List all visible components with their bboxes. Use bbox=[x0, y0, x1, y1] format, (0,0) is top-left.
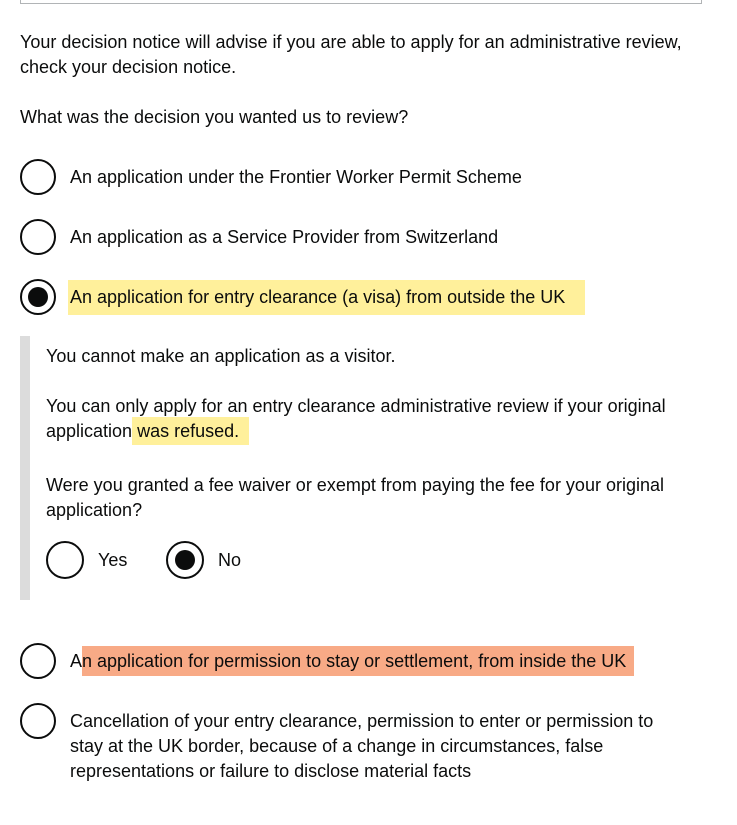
conditional-inset-border bbox=[20, 336, 30, 600]
refused-highlight: was refused. bbox=[132, 417, 249, 445]
option-label: An application under the Frontier Worker Permit Scheme bbox=[70, 166, 522, 187]
fee-option-label: Yes bbox=[98, 549, 128, 570]
previous-field-box bbox=[20, 0, 702, 4]
radio-button-selected[interactable] bbox=[20, 279, 56, 315]
option-label: An application as a Service Provider from Switzerland bbox=[70, 226, 499, 247]
label-suffix: K bbox=[614, 646, 634, 676]
radio-button[interactable] bbox=[20, 703, 56, 739]
question-text: What was the decision you wanted us to review? bbox=[20, 107, 409, 127]
fee-option-label: No bbox=[218, 549, 242, 570]
option-entry-clearance[interactable] bbox=[20, 279, 585, 315]
refused-text bbox=[46, 394, 696, 444]
intro-text: Your decision notice will advise if you are able to apply for an administrative review, check your decision notice. bbox=[20, 32, 682, 77]
option-label: Cancellation of your entry clearance, permission to enter or permission to stay at the UK border, because of a change in circumstances, false representations or failure to disclose material facts bbox=[70, 711, 654, 781]
option-frontier-worker[interactable] bbox=[20, 159, 522, 195]
label-prefix: A bbox=[70, 650, 83, 671]
refused-prefix: You can only apply for an entry clearance administrative review if your original application bbox=[46, 396, 666, 441]
option-label-highlighted bbox=[70, 649, 634, 674]
visitor-text: You cannot make an application as a visitor. bbox=[46, 346, 396, 366]
label-highlight: n application for permission to stay or settlement, from inside the U bbox=[82, 646, 614, 676]
fee-option-no[interactable] bbox=[166, 541, 241, 579]
option-service-provider[interactable] bbox=[20, 219, 498, 255]
option-label-highlighted: An application for entry clearance (a visa) from outside the UK bbox=[68, 280, 585, 315]
option-permission-to-stay[interactable] bbox=[20, 643, 634, 679]
radio-button-selected[interactable] bbox=[166, 541, 204, 579]
option-cancellation[interactable] bbox=[20, 703, 680, 784]
radio-button[interactable] bbox=[46, 541, 84, 579]
radio-button[interactable] bbox=[20, 219, 56, 255]
radio-button[interactable] bbox=[20, 643, 56, 679]
fee-question: Were you granted a fee waiver or exempt from paying the fee for your original application? bbox=[46, 475, 664, 520]
radio-button[interactable] bbox=[20, 159, 56, 195]
fee-option-yes[interactable] bbox=[46, 541, 127, 579]
